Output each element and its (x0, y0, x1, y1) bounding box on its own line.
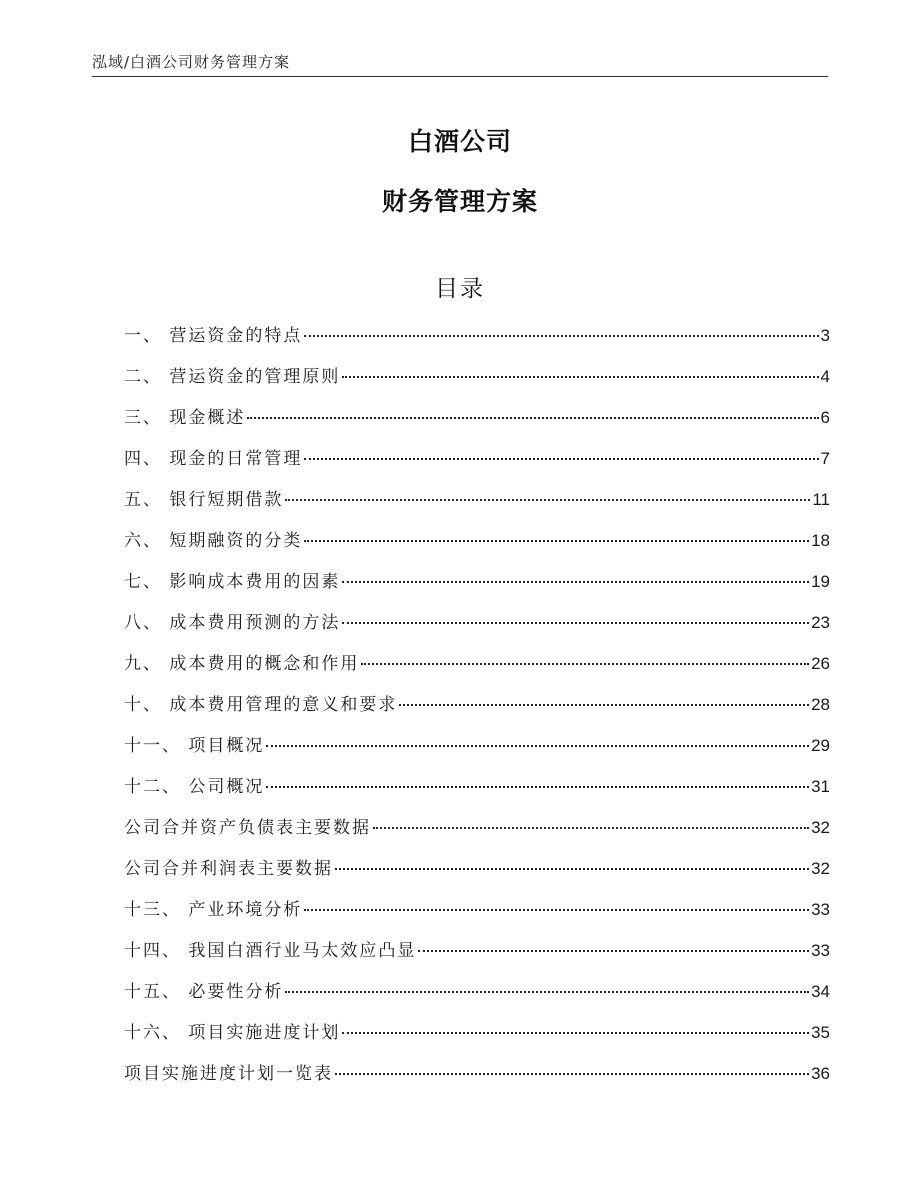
toc-entry-title: 三、 现金概述 (124, 408, 246, 428)
toc-entry-title: 一、 营运资金的特点 (124, 326, 303, 346)
toc-page-number: 18 (811, 531, 830, 550)
toc-entry[interactable] (124, 566, 830, 607)
toc-dot-leader (335, 868, 809, 870)
toc-entry[interactable] (124, 443, 830, 484)
toc-entry[interactable] (124, 976, 830, 1017)
toc-entry[interactable] (124, 894, 830, 935)
toc-page-number: 31 (811, 777, 830, 796)
toc-page-number: 7 (820, 449, 830, 468)
toc-dot-leader (304, 909, 809, 911)
toc-entry-title: 十四、 我国白酒行业马太效应凸显 (124, 941, 417, 961)
toc-entry-title: 八、 成本费用预测的方法 (124, 613, 341, 633)
toc-page-number: 32 (811, 818, 830, 837)
toc-entry-title: 四、 现金的日常管理 (124, 449, 303, 469)
toc-dot-leader (342, 622, 809, 624)
toc-dot-leader (418, 950, 809, 952)
toc-entry[interactable] (124, 1017, 830, 1058)
toc-entry-title: 十二、 公司概况 (124, 777, 265, 797)
toc-entry[interactable] (124, 525, 830, 566)
toc-entry[interactable] (124, 607, 830, 648)
toc-entry[interactable] (124, 320, 830, 361)
toc-dot-leader (304, 458, 818, 460)
toc-entry[interactable] (124, 361, 830, 402)
toc-dot-leader (373, 827, 809, 829)
toc-entry-title: 公司合并资产负债表主要数据 (124, 818, 371, 838)
toc-page-number: 36 (811, 1064, 830, 1083)
toc-dot-leader (361, 663, 809, 665)
toc-page-number: 35 (811, 1023, 830, 1042)
toc-dot-leader (247, 417, 818, 419)
toc-entry[interactable] (124, 402, 830, 443)
toc-heading: 目录 (435, 276, 485, 302)
toc-entry-title: 十三、 产业环境分析 (124, 900, 303, 920)
toc-entry-title: 十六、 项目实施进度计划 (124, 1023, 341, 1043)
toc-dot-leader (335, 1073, 809, 1075)
toc-entry[interactable] (124, 1058, 830, 1099)
toc-page-number: 34 (811, 982, 830, 1001)
toc-page-number: 23 (811, 613, 830, 632)
running-header: 泓域/白酒公司财务管理方案 (92, 53, 291, 71)
toc-entry-title: 二、 营运资金的管理原则 (124, 367, 341, 387)
toc-dot-leader (304, 335, 818, 337)
toc-entry-title: 项目实施进度计划一览表 (124, 1064, 333, 1084)
toc-dot-leader (342, 581, 809, 583)
toc-page-number: 29 (811, 736, 830, 755)
toc-entry[interactable] (124, 771, 830, 812)
toc-page-number: 32 (811, 859, 830, 878)
toc-page-number: 6 (820, 408, 830, 427)
toc-page-number: 11 (812, 490, 830, 509)
toc-dot-leader (266, 786, 809, 788)
toc-entry[interactable] (124, 648, 830, 689)
header-rule (92, 76, 828, 77)
toc-entry-title: 六、 短期融资的分类 (124, 531, 303, 551)
toc-dot-leader (285, 991, 809, 993)
toc-entry-title: 五、 银行短期借款 (124, 490, 284, 510)
toc-entry[interactable] (124, 730, 830, 771)
toc-entry-title: 十五、 必要性分析 (124, 982, 284, 1002)
toc-page-number: 33 (811, 900, 830, 919)
toc-entry-title: 十一、 项目概况 (124, 736, 265, 756)
toc-entry[interactable] (124, 689, 830, 730)
company-title: 白酒公司 (407, 127, 512, 156)
toc-dot-leader (399, 704, 809, 706)
toc-entry-title: 七、 影响成本费用的因素 (124, 572, 341, 592)
toc-dot-leader (266, 745, 809, 747)
toc-page-number: 28 (811, 695, 830, 714)
toc-dot-leader (342, 376, 818, 378)
toc-dot-leader (304, 540, 809, 542)
table-of-contents (124, 320, 830, 1099)
toc-page-number: 19 (811, 572, 830, 591)
toc-entry-title: 公司合并利润表主要数据 (124, 859, 333, 879)
toc-entry[interactable] (124, 853, 830, 894)
toc-page-number: 33 (811, 941, 830, 960)
toc-page-number: 4 (820, 367, 830, 386)
toc-entry[interactable] (124, 812, 830, 853)
toc-dot-leader (285, 499, 810, 501)
toc-page-number: 26 (811, 654, 830, 673)
toc-entry[interactable] (124, 935, 830, 976)
toc-entry-title: 十、 成本费用管理的意义和要求 (124, 695, 398, 715)
toc-page-number: 3 (820, 326, 830, 345)
toc-entry-title: 九、 成本费用的概念和作用 (124, 654, 360, 674)
toc-entry[interactable] (124, 484, 830, 525)
toc-dot-leader (342, 1032, 809, 1034)
document-title: 财务管理方案 (381, 187, 538, 216)
